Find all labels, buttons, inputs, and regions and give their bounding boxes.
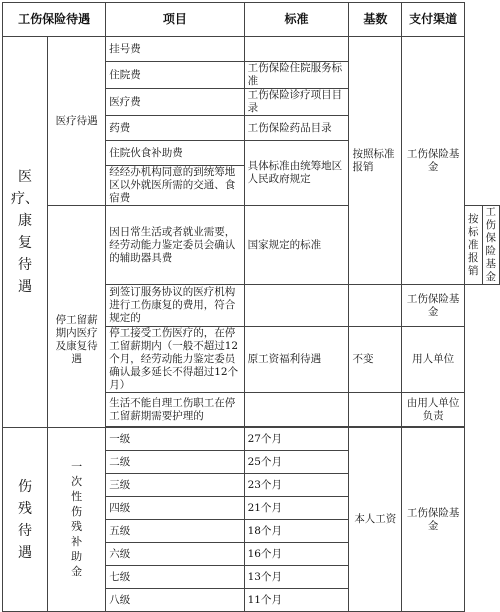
channel-cell: 工伤保险基金 bbox=[482, 206, 500, 285]
category-medical-rehab: 医 疗、 康 复 待 遇 bbox=[3, 37, 48, 428]
base-cell: 按标准报销 bbox=[465, 206, 483, 285]
months-cell: 27个月 bbox=[244, 428, 349, 451]
months-cell: 11个月 bbox=[244, 589, 349, 612]
grade-cell: 三级 bbox=[106, 474, 244, 497]
standard-cell: 具体标准由统筹地区人民政府规定 bbox=[244, 141, 349, 206]
grade-cell: 六级 bbox=[106, 543, 244, 566]
standard-cell bbox=[244, 285, 349, 327]
item-cell: 生活不能自理工伤职工在停工留薪期需要护理的 bbox=[106, 393, 244, 427]
channel-cell: 工伤保险基金 bbox=[402, 428, 465, 612]
subcategory-suspension: 停工留薪期内医疗及康复待遇 bbox=[48, 206, 106, 428]
standard-cell bbox=[244, 393, 349, 427]
item-cell: 因日常生活或者就业需要，经劳动能力鉴定委员会确认的辅助器具费 bbox=[106, 206, 244, 285]
grade-cell: 二级 bbox=[106, 451, 244, 474]
standard-cell bbox=[244, 37, 349, 62]
grade-cell: 四级 bbox=[106, 497, 244, 520]
subcategory-disability-subsidy: 一次性伤残补助金 bbox=[48, 428, 106, 612]
subcategory-medical: 医疗待遇 bbox=[48, 37, 106, 206]
header-standard: 标准 bbox=[244, 3, 349, 37]
standard-cell: 工伤保险住院服务标准 bbox=[244, 62, 349, 89]
months-cell: 21个月 bbox=[244, 497, 349, 520]
item-cell: 医疗费 bbox=[106, 89, 244, 116]
item-cell: 停工接受工伤医疗的，在停工留薪期内（一般不超过12个月，经劳动能力鉴定委员确认最多延长不得超过12个月） bbox=[106, 327, 244, 393]
category-disability: 伤 残 待 遇 bbox=[3, 428, 48, 612]
item-cell: 经经办机构同意的到统筹地区以外就医所需的交通、食宿费 bbox=[106, 166, 244, 206]
channel-cell: 用人单位 bbox=[402, 327, 465, 393]
header-item: 项目 bbox=[106, 3, 244, 37]
grade-cell: 七级 bbox=[106, 566, 244, 589]
item-cell: 到签订服务协议的医疗机构进行工伤康复的费用，符合规定的 bbox=[106, 285, 244, 327]
item-cell: 住院伙食补助费 bbox=[106, 141, 244, 166]
grade-cell: 八级 bbox=[106, 589, 244, 612]
base-cell: 不变 bbox=[349, 327, 402, 393]
item-cell: 挂号费 bbox=[106, 37, 244, 62]
months-cell: 18个月 bbox=[244, 520, 349, 543]
base-cell: 本人工资 bbox=[349, 428, 402, 612]
header-channel: 支付渠道 bbox=[402, 3, 465, 37]
grade-cell: 五级 bbox=[106, 520, 244, 543]
months-cell: 23个月 bbox=[244, 474, 349, 497]
table-row bbox=[3, 428, 500, 451]
standard-cell: 国家规定的标准 bbox=[244, 206, 349, 285]
standard-cell: 原工资福利待遇 bbox=[244, 327, 349, 393]
item-cell: 住院费 bbox=[106, 62, 244, 89]
standard-cell: 工伤保险药品目录 bbox=[244, 116, 349, 141]
header-category: 工伤保险待遇 bbox=[3, 3, 106, 37]
item-cell: 药费 bbox=[106, 116, 244, 141]
months-cell: 25个月 bbox=[244, 451, 349, 474]
base-cell bbox=[349, 285, 402, 327]
grade-cell: 一级 bbox=[106, 428, 244, 451]
base-cell: 按照标准报销 bbox=[349, 37, 402, 285]
base-cell bbox=[349, 393, 402, 427]
months-cell: 13个月 bbox=[244, 566, 349, 589]
table-row bbox=[3, 37, 500, 62]
months-cell: 16个月 bbox=[244, 543, 349, 566]
channel-cell: 工伤保险基金 bbox=[402, 285, 465, 327]
channel-cell: 由用人单位负责 bbox=[402, 393, 465, 427]
standard-cell: 工伤保险诊疗项目目录 bbox=[244, 89, 349, 116]
channel-cell: 工伤保险基金 bbox=[402, 37, 465, 285]
header-base: 基数 bbox=[349, 3, 402, 37]
header-row bbox=[3, 3, 500, 37]
benefits-table bbox=[2, 2, 500, 612]
